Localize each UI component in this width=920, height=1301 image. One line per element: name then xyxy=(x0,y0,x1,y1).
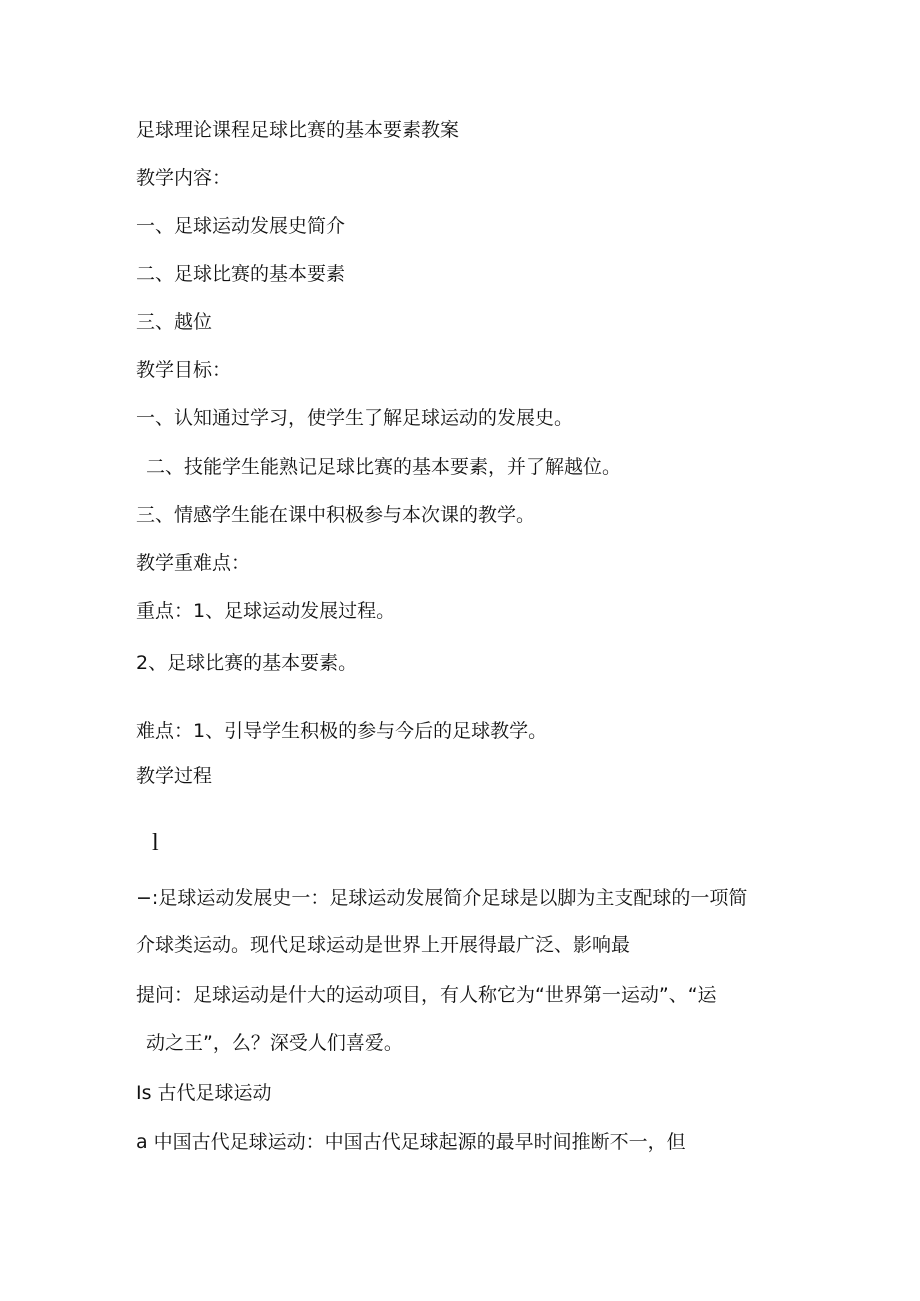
content-item-2: 二、足球比赛的基本要素 xyxy=(136,263,346,285)
objective-item-3: 三、情感学生能在课中积极参与本次课的教学。 xyxy=(136,504,536,526)
paragraph-line-3: 提问：足球运动是什大的运动项目，有人称它为“世界第一运动”、“运 xyxy=(136,984,717,1006)
objective-item-2: 二、技能学生能熟记足球比赛的基本要素，并了解越位。 xyxy=(146,456,622,478)
paragraph-line-2: 介球类运动。现代足球运动是世界上开展得最广泛、影响最 xyxy=(136,934,631,956)
section-heading-objectives: 教学目标： xyxy=(136,359,232,381)
subheading-ancient-football: Is 古代足球运动 xyxy=(136,1082,272,1104)
section-heading-content: 教学内容： xyxy=(136,167,232,189)
paragraph-line-5: a 中国古代足球运动：中国古代足球起源的最早时间推断不一，但 xyxy=(136,1131,686,1153)
difficult-point-1: 难点：1、引导学生积极的参与今后的足球教学。 xyxy=(136,720,548,742)
section-heading-key-points: 教学重难点： xyxy=(136,552,251,574)
paragraph-line-1: −:足球运动发展史一：足球运动发展简介足球是以脚为主支配球的一项简 xyxy=(136,887,748,909)
document-title: 足球理论课程足球比赛的基本要素教案 xyxy=(136,119,460,141)
key-point-2: 2、足球比赛的基本要素。 xyxy=(136,652,358,674)
paragraph-line-4: 动之王”，么？深受人们喜爱。 xyxy=(146,1032,403,1054)
content-item-1: 一、足球运动发展史简介 xyxy=(136,215,346,237)
key-point-1: 重点：1、足球运动发展过程。 xyxy=(136,600,396,622)
section-heading-process: 教学过程 xyxy=(136,765,213,787)
content-item-3: 三、越位 xyxy=(136,311,213,333)
page-marker: l xyxy=(152,830,159,856)
objective-item-1: 一、认知通过学习，使学生了解足球运动的发展史。 xyxy=(136,407,574,429)
